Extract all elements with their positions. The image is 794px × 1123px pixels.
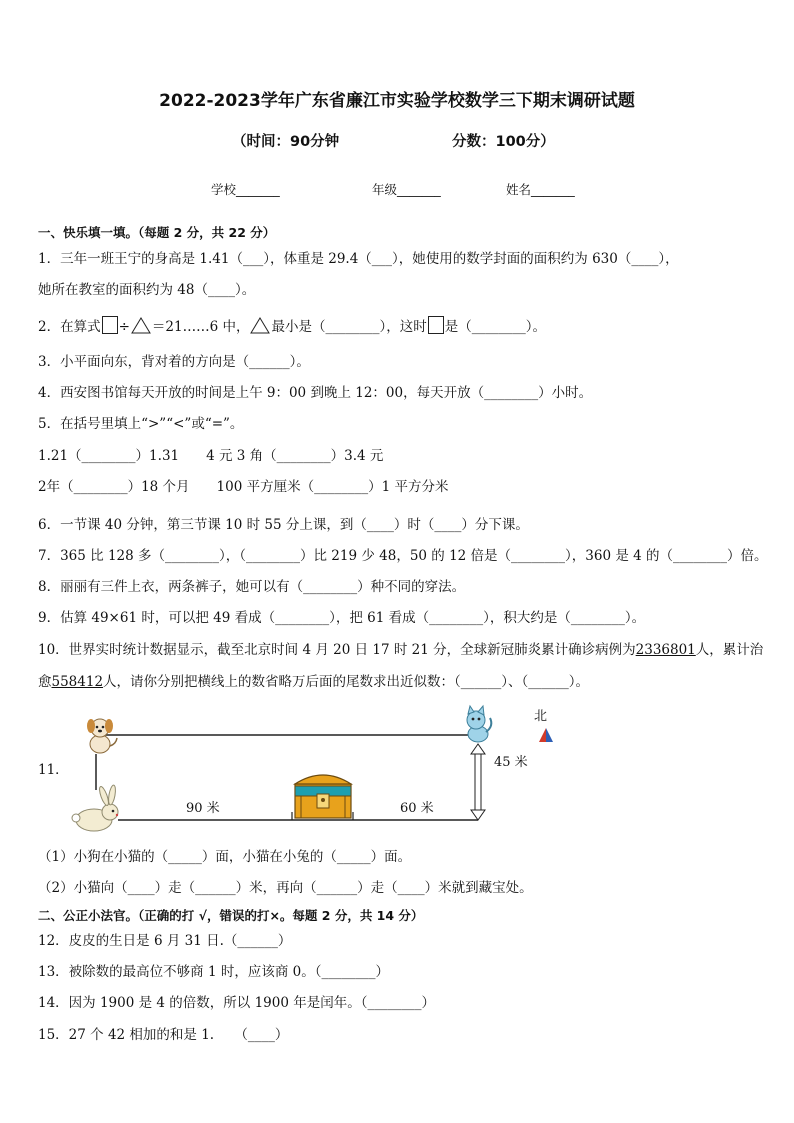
question-10-text-b: 人，累计治 (695, 642, 764, 658)
distance-label-right: 60 米 (400, 801, 434, 816)
question-7: 7．365 比 128 多（________），（________）比 219 少 48，50 的 12 倍是（________），360 是 4 的（________）倍。 (38, 548, 768, 564)
question-2 (38, 316, 546, 336)
section-1-heading: 一、快乐填一填。（每题 2 分，共 22 分） (38, 225, 276, 240)
distance-label-vertical: 45 米 (494, 755, 528, 770)
question-10-number-1: 2336801 (635, 642, 696, 658)
treasure-map-diagram (0, 704, 794, 844)
exam-time: （时间：90分钟 (232, 134, 340, 150)
question-5-row-2: 2年（________）18 个月 100 平方厘米（________）1 平方分米 (38, 479, 449, 495)
question-5-intro: 5．在括号里填上“>”“<”或“=”。 (38, 416, 244, 432)
section-2-heading: 二、公正小法官。（正确的打 √，错误的打×。每题 2 分，共 14 分） (38, 908, 424, 923)
name-field[interactable]: 姓名_______ (506, 182, 575, 197)
north-arrow-icon (539, 728, 553, 742)
question-10-text-d: 人，请你分别把横线上的数省略万后面的尾数求出近似数：（______）、（______）。 (103, 674, 590, 690)
triangle-icon (250, 317, 270, 334)
north-label: 北 (534, 709, 548, 724)
question-10-number-2: 558412 (51, 674, 104, 690)
question-11-sub-2: （2）小猫向（____）走（______）米，再向（______）走（____）米就到藏宝处。 (38, 880, 533, 896)
square-icon (428, 316, 444, 334)
question-11-label: 11． (38, 762, 69, 778)
question-6: 6．一节课 40 分钟，第三节课 10 时 55 分上课，到（____）时（____）分下课。 (38, 517, 529, 533)
question-10-line-1 (38, 641, 763, 659)
question-1-line-1: 1．三年一班王宁的身高是 1.41（___），体重是 29.4（___），她使用的数学封面的面积约为 630（____）， (38, 251, 679, 267)
vertical-distance-arrow (471, 744, 485, 820)
question-2-equation: ＝21……6 中， (151, 319, 250, 335)
question-8: 8．丽丽有三件上衣，两条裤子，她可以有（________）种不同的穿法。 (38, 579, 466, 595)
question-1-line-2: 她所在教室的面积约为 48（____）。 (38, 282, 256, 298)
question-13: 13．被除数的最高位不够商 1 时，应该商 0。（________） (38, 964, 389, 980)
question-2-prefix: 2．在算式 (38, 319, 101, 335)
question-10-text-c: 愈 (38, 674, 52, 690)
question-10-line-2 (38, 673, 589, 691)
page-title: 2022-2023学年广东省廉江市实验学校数学三下期末调研试题 (159, 91, 635, 111)
grade-field[interactable]: 年级_______ (372, 182, 441, 197)
exam-score: 分数：100分） (452, 134, 555, 150)
distance-label-left: 90 米 (186, 801, 220, 816)
question-10-text-a: 10．世界实时统计数据显示，截至北京时间 4 月 20 日 17 时 21 分，全球新冠肺炎累计确诊病例为 (38, 642, 636, 658)
question-15: 15．27 个 42 相加的和是 1. （____） (38, 1027, 289, 1043)
question-11-sub-1: （1）小狗在小猫的（_____）面，小猫在小兔的（_____）面。 (38, 849, 412, 865)
dog-icon (87, 719, 117, 753)
question-2-divide: ÷ (118, 319, 130, 335)
question-2-suffix: 是（________）。 (444, 319, 546, 335)
cat-icon (467, 706, 491, 742)
rabbit-icon (72, 785, 118, 831)
school-field[interactable]: 学校_______ (211, 182, 280, 197)
treasure-chest-icon (295, 775, 351, 818)
question-2-middle: 最小是（________），这时 (271, 319, 427, 335)
question-9: 9．估算 49×61 时，可以把 49 看成（________），把 61 看成（________），积大约是（________）。 (38, 610, 646, 626)
question-4: 4．西安图书馆每天开放的时间是上午 9：00 到晚上 12：00，每天开放（________）小时。 (38, 385, 593, 401)
triangle-blank-icon (131, 317, 151, 334)
square-blank-icon (102, 316, 118, 334)
question-14: 14．因为 1900 是 4 的倍数，所以 1900 年是闰年。（________） (38, 995, 435, 1011)
question-12: 12．皮皮的生日是 6 月 31 日.（______） (38, 933, 292, 949)
question-3: 3．小平面向东，背对着的方向是（______）。 (38, 354, 310, 370)
question-5-row-1: 1.21（________）1.31 4 元 3 角（________）3.4 元 (38, 448, 384, 464)
